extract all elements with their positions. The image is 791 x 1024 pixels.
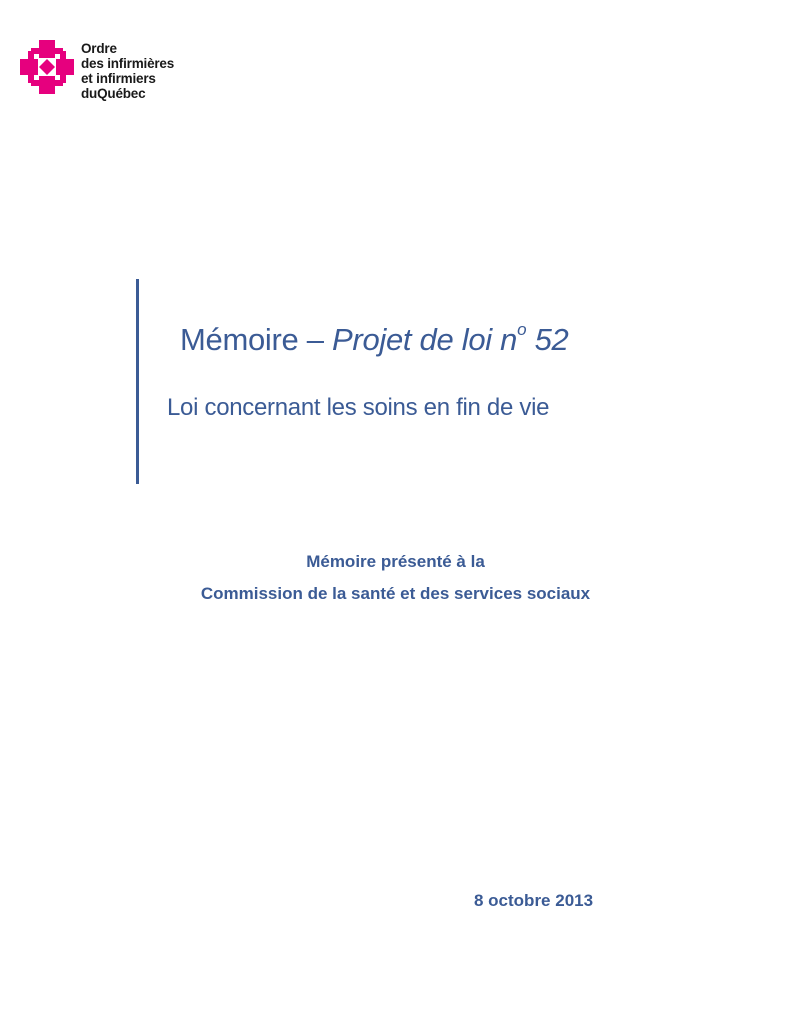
oiiq-logo	[20, 40, 210, 120]
document-date: 8 octobre 2013	[474, 891, 594, 910]
logo-wordmark	[81, 41, 174, 101]
page-subtitle: Loi concernant les soins en fin de vie	[167, 394, 550, 421]
title-prefix: Mémoire –	[180, 322, 333, 357]
title-superscript: o	[517, 319, 527, 339]
logo-line-3: et infirmiers	[81, 71, 156, 86]
logo-line-2: des infirmières	[81, 56, 175, 71]
presented-line-1: Mémoire présenté à la	[306, 552, 485, 571]
logo-line-4: duQuébec	[81, 86, 146, 101]
presented-line-2: Commission de la santé et des services sociaux	[200, 584, 591, 603]
title-accent-bar	[136, 279, 139, 484]
title-italic: Projet de loi n	[332, 322, 518, 357]
title-number: 52	[526, 322, 569, 357]
page-title	[180, 319, 569, 358]
logo-line-1: Ordre	[81, 41, 117, 56]
oiiq-cross-logo-icon	[20, 40, 74, 94]
